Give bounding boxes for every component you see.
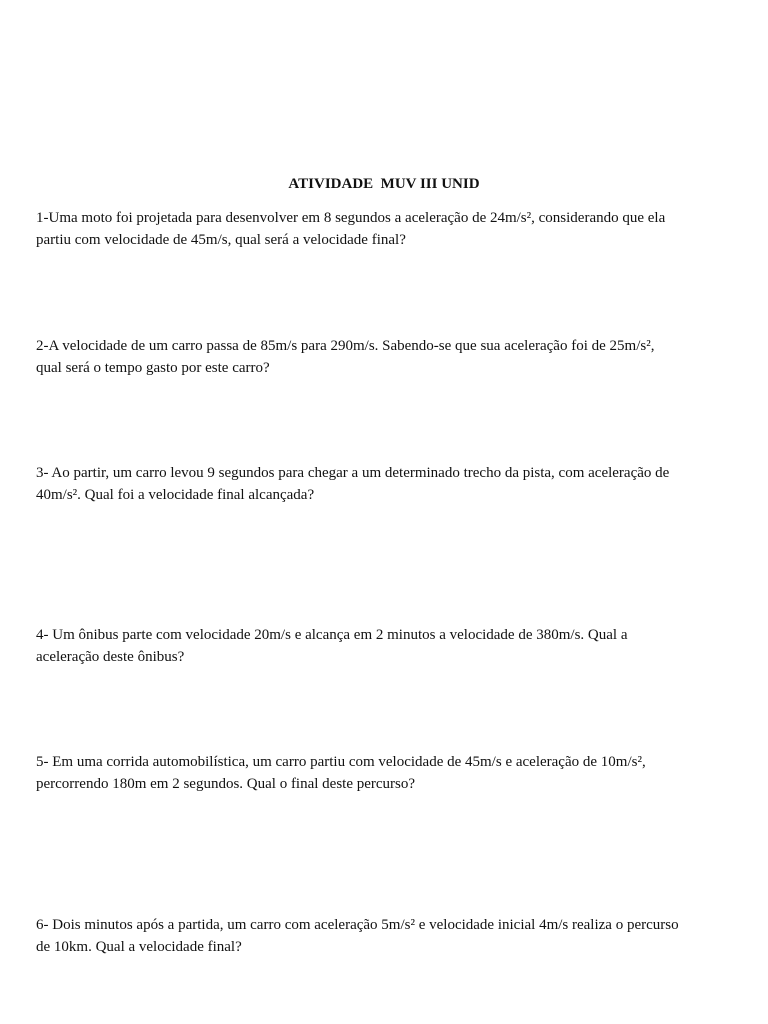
question-3 <box>36 462 736 506</box>
question-1 <box>36 207 736 251</box>
question-3-line-1: 3- Ao partir, um carro levou 9 segundos para chegar a um determinado trecho da pista, com aceleração de <box>36 465 670 481</box>
question-6-line-2: de 10km. Qual a velocidade final? <box>36 939 242 955</box>
question-1-line-1: 1-Uma moto foi projetada para desenvolver em 8 segundos a aceleração de 24m/s², considerando que ela <box>36 210 666 226</box>
question-6-line-1: 6- Dois minutos após a partida, um carro com aceleração 5m/s² e velocidade inicial 4m/s realiza o percurso <box>36 917 679 933</box>
question-3-line-2: 40m/s². Qual foi a velocidade final alcançada? <box>36 487 315 503</box>
document-title: ATIVIDADE MUV III UNID <box>288 176 480 192</box>
question-2-line-2: qual será o tempo gasto por este carro? <box>36 360 270 376</box>
question-4-line-1: 4- Um ônibus parte com velocidade 20m/s e alcança em 2 minutos a velocidade de 380m/s. Qual a <box>36 627 628 643</box>
question-5-line-2: percorrendo 180m em 2 segundos. Qual o final deste percurso? <box>36 776 416 792</box>
question-2 <box>36 335 736 379</box>
question-4-line-2: aceleração deste ônibus? <box>36 649 185 665</box>
question-5-line-1: 5- Em uma corrida automobilística, um carro partiu com velocidade de 45m/s e aceleração de 10m/s², <box>36 754 646 770</box>
question-4 <box>36 624 736 668</box>
question-6 <box>36 914 736 958</box>
question-5 <box>36 751 736 795</box>
question-1-line-2: partiu com velocidade de 45m/s, qual será a velocidade final? <box>36 232 406 248</box>
question-2-line-1: 2-A velocidade de um carro passa de 85m/s para 290m/s. Sabendo-se que sua aceleração foi de 25m/s², <box>36 338 655 354</box>
